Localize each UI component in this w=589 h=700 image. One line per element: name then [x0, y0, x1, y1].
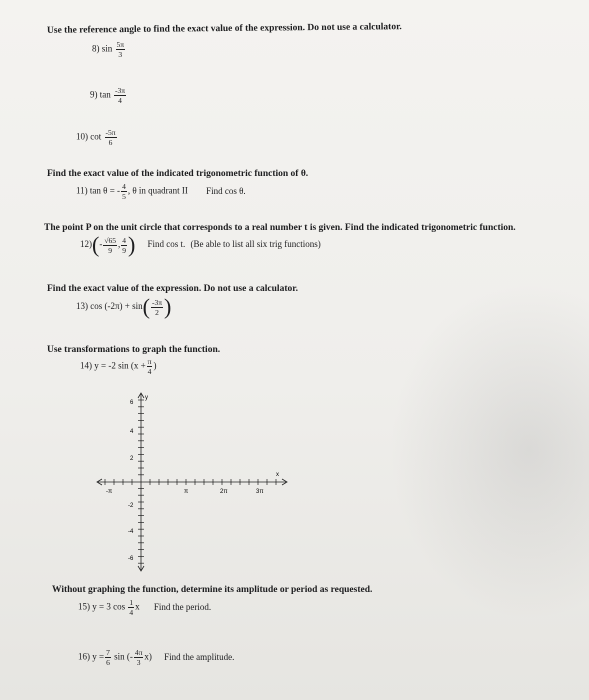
section-heading-unit-circle: The point P on the unit circle that corresponds to a real number t is given. Find the indicated trigonometric function. — [44, 223, 516, 233]
fraction-x — [103, 236, 117, 255]
numerator: 5π — [116, 40, 125, 49]
y-tick-label-6: 6 — [130, 400, 134, 406]
fraction — [151, 298, 163, 317]
fraction — [105, 128, 117, 147]
function-name: tan — [99, 89, 111, 100]
numerator: 4 — [122, 182, 126, 191]
expression-prefix: y = — [92, 651, 105, 662]
task-text: Find the amplitude. — [164, 651, 235, 662]
y-tick-label-neg2: -2 — [128, 503, 134, 509]
fraction — [121, 182, 127, 201]
sign: - — [99, 239, 103, 250]
variable: x — [135, 601, 140, 612]
denominator: 9 — [108, 245, 113, 255]
left-paren: ( — [142, 294, 150, 319]
denominator: 6 — [108, 138, 113, 147]
section-heading-transformations: Use transformations to graph the function. — [47, 345, 221, 355]
fraction — [147, 357, 153, 376]
fraction — [128, 598, 134, 617]
section-heading-amplitude-period: Without graphing the function, determine its amplitude or period as requested. — [52, 585, 373, 595]
numerator: 4 — [122, 235, 126, 245]
expression: y = -2 sin (x + — [94, 360, 146, 371]
denominator: 3 — [136, 658, 141, 667]
numerator: √65 — [104, 235, 116, 245]
expression: y = 3 cos — [92, 601, 126, 612]
numerator: -3π — [151, 297, 162, 307]
fraction-argument — [134, 648, 144, 667]
denominator: 3 — [118, 50, 123, 59]
y-tick-label-neg6: -6 — [128, 556, 134, 562]
left-paren: ( — [92, 232, 100, 257]
y-tick-label-4: 4 — [130, 429, 134, 435]
photo-shadow — [389, 280, 589, 620]
problem-number: 14) — [80, 360, 92, 371]
y-tick-label-2: 2 — [130, 456, 134, 462]
numerator: -3π — [115, 86, 126, 95]
coordinate-grid — [92, 390, 292, 575]
expression: cos (-2π) + sin — [90, 301, 143, 312]
problem-16 — [78, 648, 234, 667]
function-name: sin — [101, 43, 113, 54]
problem-9 — [90, 86, 127, 105]
task-text: Find the period. — [153, 601, 212, 612]
expression: tan θ = - — [89, 185, 121, 196]
y-axis-label: y — [145, 395, 148, 401]
problem-number: 16) — [78, 651, 90, 662]
task-text: Find cos θ. — [206, 185, 246, 196]
x-axis-label: x — [276, 472, 279, 478]
x-tick-label-3pi: 3π — [256, 489, 264, 495]
denominator: 4 — [147, 367, 152, 376]
x-tick-label-neg-pi: -π — [106, 489, 113, 495]
problem-number: 15) — [78, 601, 90, 612]
fraction — [114, 86, 126, 105]
section-heading-trig-function: Find the exact value of the indicated trigonometric function of θ. — [47, 169, 309, 179]
numerator: 1 — [129, 598, 134, 607]
function-name: cot — [90, 131, 102, 142]
denominator: 6 — [106, 658, 110, 667]
numerator: -5π — [105, 128, 116, 137]
problem-8 — [92, 40, 126, 59]
right-paren: ) — [127, 232, 136, 257]
problem-number: 10) — [76, 131, 88, 142]
denominator: 2 — [155, 307, 159, 317]
problem-number: 9) — [90, 89, 98, 100]
task-text: Find cos t. — [147, 239, 186, 250]
problem-number: 12) — [80, 239, 92, 250]
problem-13 — [76, 296, 171, 318]
numerator: 4π — [134, 648, 143, 657]
problem-number: 8) — [92, 43, 100, 54]
section-heading-reference-angle: Use the reference angle to find the exact value of the expression. Do not use a calculator. — [46, 22, 402, 36]
expression-end: x) — [144, 651, 152, 662]
problem-15 — [78, 598, 211, 617]
y-tick-label-neg4: -4 — [128, 529, 134, 535]
problem-10 — [76, 128, 118, 147]
problem-12: 12)(- $\frac{√65}{9}$ , $\frac{4}{9}$ ) Find cos t. (Be able to list all six trig functions) — [80, 232, 321, 257]
numerator: 7 — [106, 648, 110, 657]
right-paren: ) — [164, 294, 172, 319]
problem-number: 13) — [76, 301, 88, 312]
fraction — [116, 40, 126, 59]
x-tick-label-2pi: 2π — [220, 489, 228, 495]
note-text: (Be able to list all six trig functions) — [190, 239, 321, 250]
problem-11 — [76, 182, 246, 201]
fraction-y — [121, 236, 127, 255]
problem-number: 11) — [76, 185, 88, 196]
denominator: 4 — [118, 96, 122, 105]
x-tick-label-pi: π — [184, 489, 189, 495]
denominator: 5 — [122, 192, 126, 201]
denominator: 4 — [129, 608, 134, 617]
fraction-coefficient — [105, 648, 111, 667]
close-paren: ) — [153, 360, 157, 371]
denominator: 9 — [122, 245, 126, 255]
problem-14 — [80, 357, 156, 376]
numerator: π — [147, 357, 152, 366]
section-heading-exact-value: Find the exact value of the expression. Do not use a calculator. — [47, 284, 298, 294]
quadrant-condition: , θ in quadrant II — [127, 185, 188, 196]
expression-middle: sin (- — [114, 651, 133, 662]
